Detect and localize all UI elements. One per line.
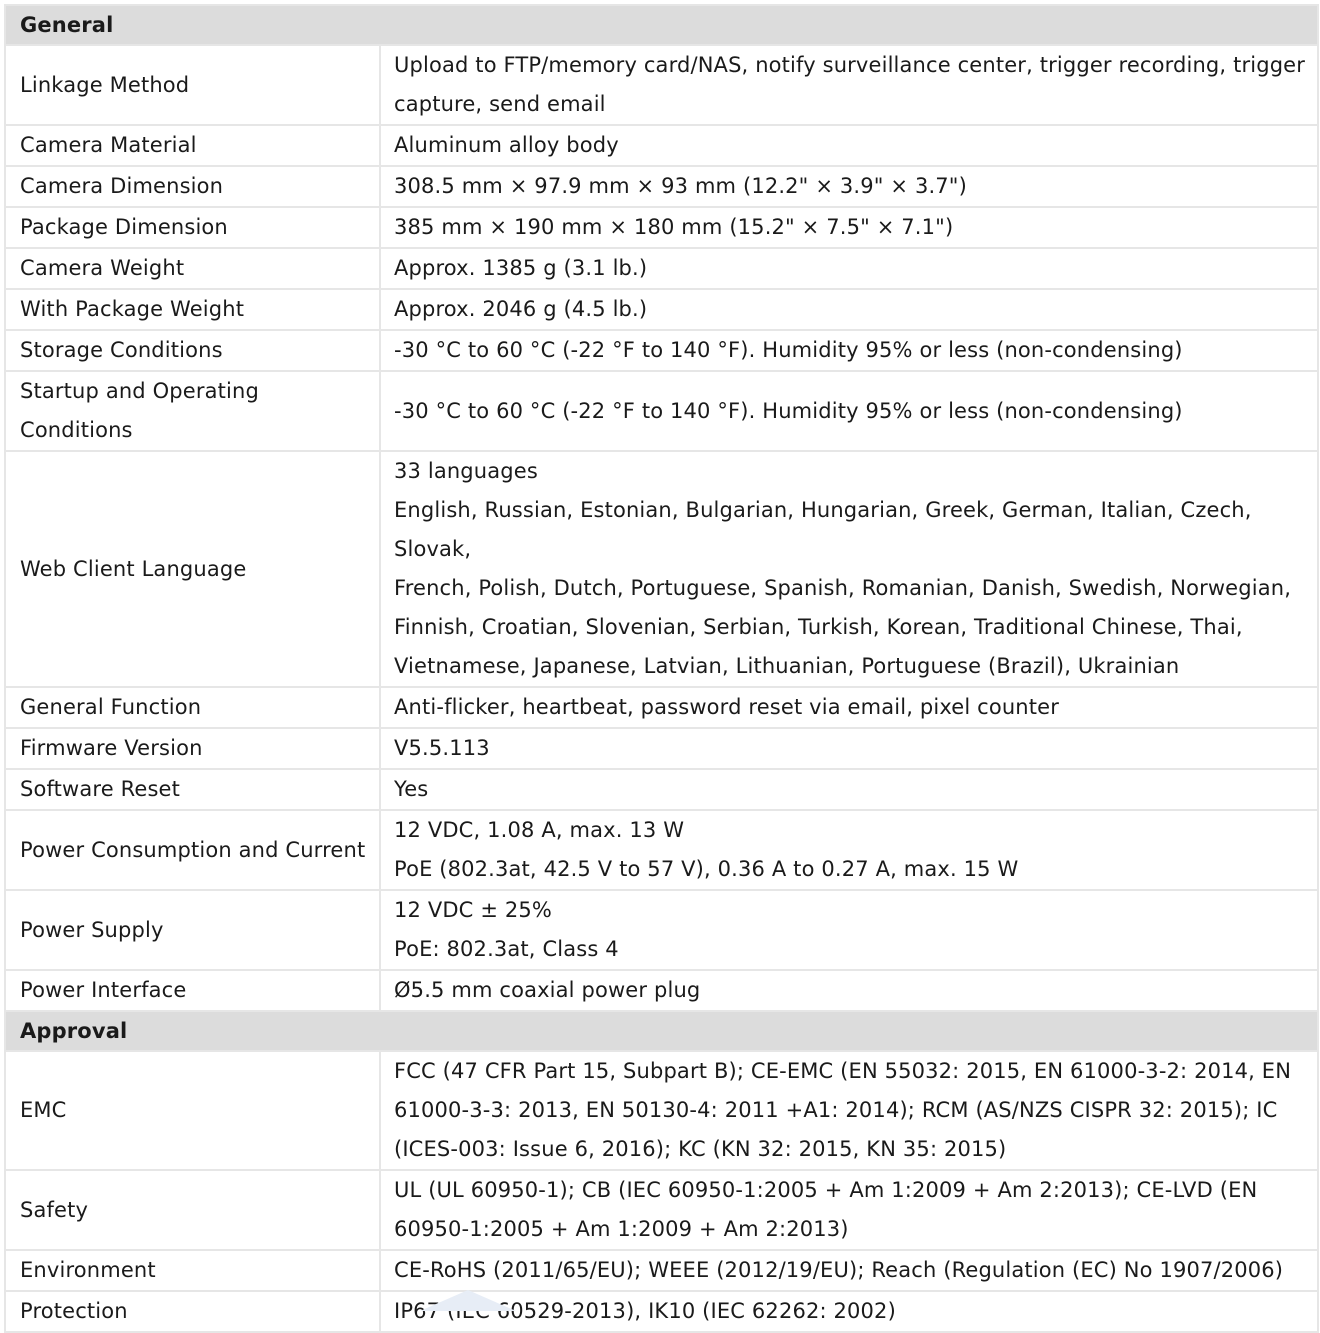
spec-value: [380, 289, 1318, 330]
spec-value: [380, 371, 1318, 451]
spec-value-line: FCC (47 CFR Part 15, Subpart B); CE-EMC (EN 55032: 2015, EN 61000-3-2: 2014, EN: [394, 1059, 1292, 1083]
spec-value: [380, 166, 1318, 207]
spec-value-line: CE-RoHS (2011/65/EU); WEEE (2012/19/EU); Reach (Regulation (EC) No 1907/2006): [394, 1258, 1284, 1282]
spec-row: [5, 1291, 1318, 1332]
spec-value: [380, 769, 1318, 810]
spec-label: Firmware Version: [5, 728, 380, 769]
spec-label: Linkage Method: [5, 45, 380, 125]
spec-row: [5, 289, 1318, 330]
spec-value-line: 385 mm × 190 mm × 180 mm (15.2" × 7.5" × 7.1"): [394, 215, 954, 239]
spec-value-line: UL (UL 60950-1); CB (IEC 60950-1:2005 + Am 1:2009 + Am 2:2013); CE-LVD (EN: [394, 1178, 1258, 1202]
spec-value-line: 12 VDC, 1.08 A, max. 13 W: [394, 818, 685, 842]
spec-value-line: capture, send email: [394, 92, 606, 116]
spec-value-line: PoE: 802.3at, Class 4: [394, 937, 619, 961]
spec-row: [5, 125, 1318, 166]
spec-row: [5, 1170, 1318, 1250]
spec-row: [5, 970, 1318, 1011]
spec-value-line: 33 languages: [394, 459, 538, 483]
spec-value: [380, 207, 1318, 248]
spec-row: [5, 451, 1318, 687]
spec-label: Camera Material: [5, 125, 380, 166]
spec-value-line: V5.5.113: [394, 736, 490, 760]
section-header-approval: [5, 1011, 1318, 1051]
spec-row: [5, 1250, 1318, 1291]
spec-value-line: PoE (802.3at, 42.5 V to 57 V), 0.36 A to 0.27 A, max. 15 W: [394, 857, 1019, 881]
spec-value-line: 12 VDC ± 25%: [394, 898, 553, 922]
spec-value: [380, 890, 1318, 970]
spec-label: Camera Weight: [5, 248, 380, 289]
spec-label: General Function: [5, 687, 380, 728]
spec-label: [5, 371, 380, 451]
spec-label-line: Startup and Operating: [20, 379, 259, 403]
spec-row: [5, 371, 1318, 451]
spec-label: EMC: [5, 1051, 380, 1170]
spec-value: [380, 1250, 1318, 1291]
spec-value-line: 60950-1:2005 + Am 1:2009 + Am 2:2013): [394, 1217, 849, 1241]
spec-value-line: Aluminum alloy body: [394, 133, 619, 157]
spec-row: [5, 330, 1318, 371]
spec-row: [5, 248, 1318, 289]
spec-label: Power Interface: [5, 970, 380, 1011]
spec-row: [5, 166, 1318, 207]
spec-value-line: (ICES-003: Issue 6, 2016); KC (KN 32: 2015, KN 35: 2015): [394, 1137, 1007, 1161]
spec-value-line: IP67 (IEC 60529-2013), IK10 (IEC 62262: 2002): [394, 1299, 896, 1323]
spec-value-line: Anti-flicker, heartbeat, password reset via email, pixel counter: [394, 695, 1059, 719]
spec-label: Camera Dimension: [5, 166, 380, 207]
spec-value: [380, 810, 1318, 890]
spec-value-line: Yes: [394, 777, 429, 801]
spec-table: [4, 4, 1319, 1333]
spec-value: [380, 970, 1318, 1011]
spec-value: [380, 330, 1318, 371]
spec-value-line: -30 °C to 60 °C (-22 °F to 140 °F). Humidity 95% or less (non-condensing): [394, 398, 1183, 423]
spec-value: [380, 1051, 1318, 1170]
spec-row: [5, 728, 1318, 769]
spec-label: Protection: [5, 1291, 380, 1332]
spec-table-body: [5, 5, 1318, 1332]
spec-value-line: English, Russian, Estonian, Bulgarian, Hungarian, Greek, German, Italian, Czech, Slovak,: [394, 498, 1252, 561]
spec-value: [380, 1291, 1318, 1332]
spec-value: [380, 687, 1318, 728]
spec-value-line: Vietnamese, Japanese, Latvian, Lithuanian, Portuguese (Brazil), Ukrainian: [394, 654, 1180, 678]
watermark-shape: [420, 1290, 516, 1311]
spec-value-line: Approx. 2046 g (4.5 lb.): [394, 297, 648, 321]
spec-value-line: 61000-3-3: 2013, EN 50130-4: 2011 +A1: 2014); RCM (AS/NZS CISPR 32: 2015); IC: [394, 1098, 1278, 1122]
spec-row: [5, 1051, 1318, 1170]
spec-value-line: Ø5.5 mm coaxial power plug: [394, 978, 701, 1002]
spec-label: Software Reset: [5, 769, 380, 810]
spec-value: [380, 728, 1318, 769]
spec-label: Power Consumption and Current: [5, 810, 380, 890]
spec-label: Safety: [5, 1170, 380, 1250]
spec-row: [5, 207, 1318, 248]
spec-row: [5, 769, 1318, 810]
spec-label: Storage Conditions: [5, 330, 380, 371]
spec-value: [380, 1170, 1318, 1250]
spec-value: [380, 248, 1318, 289]
spec-value: [380, 451, 1318, 687]
section-header-general: [5, 5, 1318, 45]
section-title: Approval: [5, 1011, 1318, 1051]
spec-value: [380, 45, 1318, 125]
spec-value-line: French, Polish, Dutch, Portuguese, Spanish, Romanian, Danish, Swedish, Norwegian,: [394, 576, 1292, 600]
spec-row: [5, 810, 1318, 890]
spec-value-line: 308.5 mm × 97.9 mm × 93 mm (12.2" × 3.9" × 3.7"): [394, 174, 967, 198]
spec-label: With Package Weight: [5, 289, 380, 330]
spec-value: [380, 125, 1318, 166]
spec-label-line: Conditions: [20, 418, 133, 442]
spec-value-line: Approx. 1385 g (3.1 lb.): [394, 256, 648, 280]
spec-label: Web Client Language: [5, 451, 380, 687]
spec-row: [5, 890, 1318, 970]
spec-label: Package Dimension: [5, 207, 380, 248]
spec-value-line: Finnish, Croatian, Slovenian, Serbian, Turkish, Korean, Traditional Chinese, Thai,: [394, 615, 1243, 639]
spec-value-line: Upload to FTP/memory card/NAS, notify surveillance center, trigger recording, trigger: [394, 53, 1306, 77]
spec-label: Environment: [5, 1250, 380, 1291]
spec-row: [5, 687, 1318, 728]
spec-label: Power Supply: [5, 890, 380, 970]
spec-value-line: -30 °C to 60 °C (-22 °F to 140 °F). Humidity 95% or less (non-condensing): [394, 338, 1183, 362]
section-title: General: [5, 5, 1318, 45]
spec-row: [5, 45, 1318, 125]
